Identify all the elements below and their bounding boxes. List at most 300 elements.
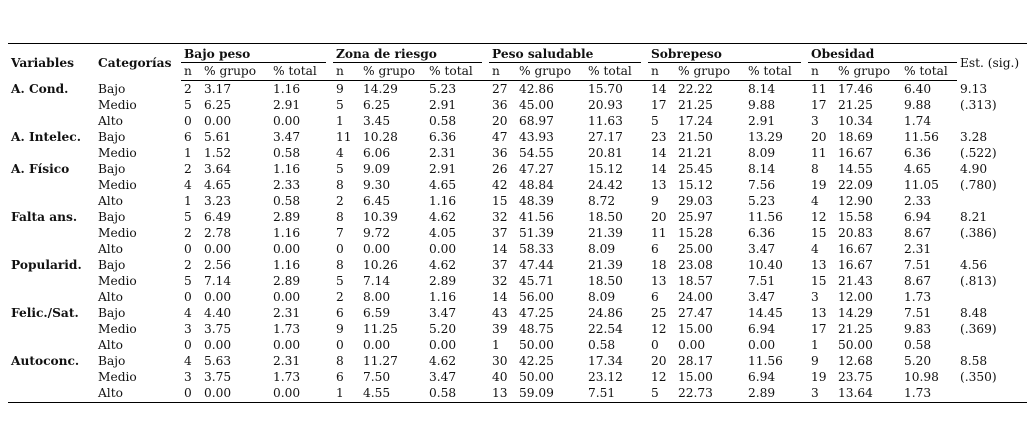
est-sig-cell: 8.58 <box>960 354 988 368</box>
value-cell-bajo-peso-pct-grupo: 0.00 <box>204 114 232 128</box>
value-cell-obesidad-n: 11 <box>811 146 827 160</box>
value-cell-obesidad-pct-total: 8.67 <box>904 226 932 240</box>
est-sig-cell <box>957 193 1027 209</box>
value-cell-obesidad-n: 4 <box>811 242 819 256</box>
value-cell-zona-de-riesgo-pct-grupo: 6.25 <box>363 98 391 112</box>
value-cell-zona-de-riesgo-n: 6 <box>336 370 344 384</box>
value-cell-obesidad-n: 17 <box>811 98 827 112</box>
value-cell-zona-de-riesgo-n: 8 <box>336 354 344 368</box>
table-row <box>8 273 1027 289</box>
value-cell-sobrepeso-n: 25 <box>651 306 667 320</box>
value-cell-bajo-peso-pct-total: 2.91 <box>273 98 301 112</box>
value-cell-peso-saludable-pct-total: 27.17 <box>588 130 623 144</box>
value-cell-obesidad-n: 1 <box>811 338 819 352</box>
value-cell-zona-de-riesgo-n: 5 <box>336 98 344 112</box>
variable-cell: Popularid. <box>11 258 82 272</box>
value-cell-zona-de-riesgo-pct-grupo: 10.39 <box>363 210 398 224</box>
value-cell-sobrepeso-n: 13 <box>651 274 667 288</box>
value-cell-sobrepeso-pct-grupo: 0.00 <box>678 338 706 352</box>
value-cell-bajo-peso-pct-grupo: 3.75 <box>204 370 232 384</box>
value-cell-peso-saludable-n: 32 <box>492 210 508 224</box>
variable-cell <box>8 177 95 193</box>
value-cell-zona-de-riesgo-pct-grupo: 0.00 <box>363 338 391 352</box>
value-cell-sobrepeso-pct-grupo: 25.00 <box>678 242 713 256</box>
variable-cell <box>8 385 95 403</box>
table-row <box>8 113 1027 129</box>
table-row <box>8 353 1027 369</box>
value-cell-bajo-peso-n: 0 <box>184 114 192 128</box>
value-cell-bajo-peso-n: 5 <box>184 210 192 224</box>
value-cell-obesidad-n: 9 <box>811 354 819 368</box>
value-cell-zona-de-riesgo-pct-total: 2.31 <box>429 146 457 160</box>
value-cell-obesidad-pct-total: 11.56 <box>904 130 939 144</box>
value-cell-obesidad-pct-total: 1.74 <box>904 114 932 128</box>
value-cell-sobrepeso-n: 14 <box>651 146 667 160</box>
value-cell-sobrepeso-pct-total: 8.14 <box>748 162 776 176</box>
value-cell-obesidad-pct-grupo: 18.69 <box>838 130 873 144</box>
value-cell-obesidad-pct-total: 9.83 <box>904 322 932 336</box>
value-cell-peso-saludable-pct-total: 18.50 <box>588 210 623 224</box>
category-cell: Alto <box>98 114 123 128</box>
value-cell-bajo-peso-pct-grupo: 0.00 <box>204 242 232 256</box>
value-cell-zona-de-riesgo-pct-total: 3.47 <box>429 370 457 384</box>
value-cell-peso-saludable-pct-grupo: 41.56 <box>519 210 554 224</box>
value-cell-zona-de-riesgo-pct-grupo: 9.72 <box>363 226 391 240</box>
value-cell-peso-saludable-pct-grupo: 48.75 <box>519 322 554 336</box>
value-cell-zona-de-riesgo-pct-total: 1.16 <box>429 290 457 304</box>
value-cell-bajo-peso-n: 1 <box>184 146 192 160</box>
table-row <box>8 97 1027 113</box>
category-cell: Alto <box>95 385 181 403</box>
category-cell: Bajo <box>98 162 126 176</box>
value-cell-peso-saludable-pct-total: 11.63 <box>588 114 623 128</box>
category-cell: Medio <box>98 226 137 240</box>
variable-cell <box>8 97 95 113</box>
value-cell-bajo-peso-pct-grupo: 6.49 <box>204 210 232 224</box>
variable-cell <box>8 241 95 257</box>
est-sig-cell <box>957 241 1027 257</box>
category-cell: Medio <box>98 322 137 336</box>
value-cell-zona-de-riesgo-n: 2 <box>336 290 344 304</box>
value-cell-bajo-peso-pct-total: 0.58 <box>273 146 301 160</box>
table-row <box>8 161 1027 177</box>
est-sig-cell <box>957 113 1027 129</box>
value-cell-peso-saludable-n: 37 <box>492 226 508 240</box>
value-cell-sobrepeso-pct-grupo: 29.03 <box>678 194 713 208</box>
value-cell-obesidad-pct-total: 1.73 <box>901 385 957 403</box>
value-cell-bajo-peso-pct-total: 1.16 <box>273 162 301 176</box>
value-cell-zona-de-riesgo-n: 9 <box>336 82 344 96</box>
value-cell-peso-saludable-pct-grupo: 56.00 <box>519 290 554 304</box>
value-cell-peso-saludable-pct-total: 21.39 <box>588 258 623 272</box>
value-cell-obesidad-n: 13 <box>811 258 827 272</box>
value-cell-sobrepeso-pct-grupo: 22.73 <box>675 385 745 403</box>
value-cell-sobrepeso-pct-total: 13.29 <box>748 130 783 144</box>
value-cell-peso-saludable-n: 30 <box>492 354 508 368</box>
value-cell-zona-de-riesgo-n: 4 <box>336 146 344 160</box>
value-cell-bajo-peso-pct-grupo: 4.65 <box>204 178 232 192</box>
value-cell-peso-saludable-pct-total: 8.09 <box>588 290 616 304</box>
value-cell-peso-saludable-pct-total: 20.93 <box>588 98 623 112</box>
value-cell-sobrepeso-pct-grupo: 21.50 <box>678 130 713 144</box>
value-cell-peso-saludable-n: 20 <box>492 114 508 128</box>
value-cell-zona-de-riesgo-pct-grupo: 10.26 <box>363 258 398 272</box>
category-cell: Medio <box>98 98 137 112</box>
value-cell-sobrepeso-pct-grupo: 15.00 <box>678 370 713 384</box>
value-cell-peso-saludable-n: 37 <box>492 258 508 272</box>
value-cell-bajo-peso-pct-grupo: 5.63 <box>204 354 232 368</box>
subheader-bajo-peso-pct-total: % total <box>270 63 326 81</box>
value-cell-sobrepeso-pct-total: 11.56 <box>748 354 783 368</box>
value-cell-peso-saludable-n: 27 <box>492 82 508 96</box>
value-cell-sobrepeso-n: 9 <box>651 194 659 208</box>
value-cell-sobrepeso-pct-total: 9.88 <box>748 98 776 112</box>
value-cell-obesidad-pct-grupo: 50.00 <box>838 338 873 352</box>
value-cell-zona-de-riesgo-pct-total: 5.20 <box>429 322 457 336</box>
est-sig-cell: (.369) <box>960 322 997 336</box>
variable-cell <box>8 369 95 385</box>
category-cell: Alto <box>98 290 123 304</box>
value-cell-peso-saludable-pct-grupo: 48.39 <box>519 194 554 208</box>
value-cell-peso-saludable-n: 13 <box>489 385 516 403</box>
table-row <box>8 129 1027 145</box>
est-sig-cell: (.386) <box>960 226 997 240</box>
value-cell-bajo-peso-pct-total: 2.89 <box>273 274 301 288</box>
category-cell: Bajo <box>98 306 126 320</box>
est-sig-cell: (.313) <box>960 98 997 112</box>
value-cell-sobrepeso-n: 17 <box>651 98 667 112</box>
value-cell-bajo-peso-n: 2 <box>184 162 192 176</box>
value-cell-bajo-peso-pct-total: 2.33 <box>273 178 301 192</box>
value-cell-zona-de-riesgo-n: 2 <box>336 194 344 208</box>
value-cell-sobrepeso-pct-total: 10.40 <box>748 258 783 272</box>
value-cell-sobrepeso-pct-grupo: 27.47 <box>678 306 713 320</box>
value-cell-sobrepeso-pct-total: 5.23 <box>748 194 776 208</box>
value-cell-obesidad-n: 8 <box>811 162 819 176</box>
value-cell-sobrepeso-pct-grupo: 21.21 <box>678 146 713 160</box>
value-cell-peso-saludable-n: 32 <box>492 274 508 288</box>
table-row <box>8 289 1027 305</box>
value-cell-obesidad-pct-grupo: 22.09 <box>838 178 873 192</box>
value-cell-peso-saludable-n: 14 <box>492 290 508 304</box>
value-cell-obesidad-pct-grupo: 16.67 <box>838 242 873 256</box>
table-row <box>8 193 1027 209</box>
est-sig-cell: 3.28 <box>960 130 988 144</box>
value-cell-bajo-peso-pct-total: 0.00 <box>273 242 301 256</box>
variable-cell: Autoconc. <box>11 354 80 368</box>
value-cell-peso-saludable-n: 36 <box>492 98 508 112</box>
value-cell-bajo-peso-pct-grupo: 0.00 <box>201 385 270 403</box>
value-cell-peso-saludable-pct-total: 15.12 <box>588 162 623 176</box>
value-cell-zona-de-riesgo-pct-grupo: 7.14 <box>363 274 391 288</box>
value-cell-zona-de-riesgo-pct-grupo: 10.28 <box>363 130 398 144</box>
value-cell-obesidad-pct-grupo: 16.67 <box>838 258 873 272</box>
subheader-bajo-peso-pct-grupo: % grupo <box>201 63 270 81</box>
value-cell-zona-de-riesgo-n: 11 <box>336 130 352 144</box>
value-cell-sobrepeso-pct-grupo: 22.22 <box>678 82 713 96</box>
value-cell-obesidad-pct-total: 0.58 <box>904 338 932 352</box>
value-cell-zona-de-riesgo-n: 1 <box>333 385 360 403</box>
value-cell-bajo-peso-n: 4 <box>184 354 192 368</box>
value-cell-bajo-peso-n: 4 <box>184 178 192 192</box>
value-cell-zona-de-riesgo-pct-grupo: 9.30 <box>363 178 391 192</box>
variables-header: Variables <box>8 44 95 81</box>
variable-cell: A. Físico <box>11 162 70 176</box>
value-cell-zona-de-riesgo-n: 8 <box>336 178 344 192</box>
value-cell-sobrepeso-n: 23 <box>651 130 667 144</box>
value-cell-sobrepeso-pct-total: 7.56 <box>748 178 776 192</box>
value-cell-obesidad-n: 20 <box>811 130 827 144</box>
value-cell-sobrepeso-n: 18 <box>651 258 667 272</box>
value-cell-sobrepeso-pct-grupo: 15.12 <box>678 178 713 192</box>
value-cell-obesidad-n: 4 <box>811 194 819 208</box>
value-cell-bajo-peso-n: 1 <box>184 194 192 208</box>
value-cell-peso-saludable-pct-total: 20.81 <box>588 146 623 160</box>
category-cell: Bajo <box>98 354 126 368</box>
value-cell-zona-de-riesgo-pct-grupo: 3.45 <box>363 114 391 128</box>
value-cell-obesidad-pct-grupo: 12.68 <box>838 354 873 368</box>
value-cell-peso-saludable-pct-total: 23.12 <box>588 370 623 384</box>
value-cell-bajo-peso-n: 0 <box>184 242 192 256</box>
value-cell-peso-saludable-pct-total: 24.86 <box>588 306 623 320</box>
value-cell-peso-saludable-n: 26 <box>492 162 508 176</box>
value-cell-obesidad-pct-grupo: 23.75 <box>838 370 873 384</box>
value-cell-zona-de-riesgo-pct-grupo: 14.29 <box>363 82 398 96</box>
variable-cell <box>8 225 95 241</box>
value-cell-bajo-peso-pct-total: 1.73 <box>273 370 301 384</box>
value-cell-obesidad-n: 11 <box>811 82 827 96</box>
value-cell-bajo-peso-pct-grupo: 5.61 <box>204 130 232 144</box>
subheader-obesidad-pct-total: % total <box>901 63 957 81</box>
value-cell-peso-saludable-pct-grupo: 45.00 <box>519 98 554 112</box>
table-row <box>8 257 1027 273</box>
value-cell-bajo-peso-pct-total: 0.58 <box>273 194 301 208</box>
table-row <box>8 305 1027 321</box>
subheader-zona-de-riesgo-pct-total: % total <box>426 63 482 81</box>
value-cell-sobrepeso-pct-grupo: 25.45 <box>678 162 713 176</box>
value-cell-obesidad-pct-grupo: 14.29 <box>838 306 873 320</box>
value-cell-sobrepeso-pct-grupo: 15.00 <box>678 322 713 336</box>
value-cell-bajo-peso-pct-total: 2.31 <box>273 354 301 368</box>
value-cell-sobrepeso-pct-total: 2.91 <box>748 114 776 128</box>
value-cell-zona-de-riesgo-pct-grupo: 4.55 <box>360 385 426 403</box>
value-cell-zona-de-riesgo-n: 7 <box>336 226 344 240</box>
value-cell-obesidad-n: 15 <box>811 274 827 288</box>
value-cell-zona-de-riesgo-pct-total: 2.91 <box>429 98 457 112</box>
group-header-sobrepeso: Sobrepeso <box>648 44 801 63</box>
value-cell-sobrepeso-pct-grupo: 25.97 <box>678 210 713 224</box>
value-cell-sobrepeso-n: 6 <box>651 290 659 304</box>
value-cell-sobrepeso-pct-total: 8.09 <box>748 146 776 160</box>
value-cell-obesidad-pct-total: 6.40 <box>904 82 932 96</box>
value-cell-bajo-peso-pct-total: 3.47 <box>273 130 301 144</box>
value-cell-obesidad-pct-total: 1.73 <box>904 290 932 304</box>
category-cell: Medio <box>98 370 137 384</box>
value-cell-zona-de-riesgo-pct-grupo: 6.06 <box>363 146 391 160</box>
value-cell-peso-saludable-n: 14 <box>492 242 508 256</box>
value-cell-zona-de-riesgo-n: 8 <box>336 258 344 272</box>
value-cell-bajo-peso-n: 0 <box>181 385 201 403</box>
value-cell-bajo-peso-n: 2 <box>184 226 192 240</box>
variable-cell <box>8 145 95 161</box>
value-cell-bajo-peso-pct-grupo: 0.00 <box>204 338 232 352</box>
value-cell-sobrepeso-pct-total: 6.36 <box>748 226 776 240</box>
value-cell-bajo-peso-pct-grupo: 7.14 <box>204 274 232 288</box>
value-cell-sobrepeso-n: 0 <box>651 338 659 352</box>
value-cell-obesidad-n: 19 <box>811 370 827 384</box>
table-row <box>8 209 1027 225</box>
group-header-obesidad: Obesidad <box>808 44 957 63</box>
variable-cell <box>8 113 95 129</box>
value-cell-obesidad-pct-total: 6.94 <box>904 210 932 224</box>
value-cell-bajo-peso-n: 6 <box>184 130 192 144</box>
value-cell-obesidad-pct-grupo: 16.67 <box>838 146 873 160</box>
value-cell-peso-saludable-pct-grupo: 47.25 <box>519 306 554 320</box>
value-cell-bajo-peso-n: 3 <box>184 322 192 336</box>
value-cell-bajo-peso-n: 3 <box>184 370 192 384</box>
variable-cell: Falta ans. <box>11 210 78 224</box>
value-cell-sobrepeso-n: 14 <box>651 82 667 96</box>
est-sig-cell: (.522) <box>960 146 997 160</box>
value-cell-obesidad-pct-total: 2.31 <box>904 242 932 256</box>
value-cell-peso-saludable-pct-grupo: 54.55 <box>519 146 554 160</box>
value-cell-obesidad-pct-grupo: 21.25 <box>838 98 873 112</box>
category-cell: Alto <box>98 194 123 208</box>
value-cell-obesidad-pct-grupo: 20.83 <box>838 226 873 240</box>
value-cell-peso-saludable-n: 36 <box>492 146 508 160</box>
value-cell-zona-de-riesgo-pct-grupo: 6.59 <box>363 306 391 320</box>
value-cell-peso-saludable-pct-total: 7.51 <box>585 385 641 403</box>
category-cell: Medio <box>98 178 137 192</box>
value-cell-bajo-peso-pct-total: 1.73 <box>273 322 301 336</box>
value-cell-peso-saludable-n: 47 <box>492 130 508 144</box>
value-cell-zona-de-riesgo-pct-total: 0.00 <box>429 242 457 256</box>
table-row <box>8 385 1027 403</box>
category-cell: Bajo <box>98 130 126 144</box>
value-cell-sobrepeso-pct-total: 6.94 <box>748 370 776 384</box>
value-cell-peso-saludable-pct-grupo: 50.00 <box>519 370 554 384</box>
value-cell-bajo-peso-pct-grupo: 4.40 <box>204 306 232 320</box>
est-sig-cell <box>957 289 1027 305</box>
est-sig-header: Est. (sig.) <box>957 44 1027 81</box>
value-cell-peso-saludable-pct-grupo: 68.97 <box>519 114 554 128</box>
value-cell-peso-saludable-pct-total: 17.34 <box>588 354 623 368</box>
value-cell-obesidad-pct-total: 7.51 <box>904 306 932 320</box>
value-cell-peso-saludable-pct-grupo: 47.27 <box>519 162 554 176</box>
value-cell-bajo-peso-pct-grupo: 3.64 <box>204 162 232 176</box>
est-sig-cell <box>957 337 1027 353</box>
value-cell-obesidad-pct-grupo: 21.43 <box>838 274 873 288</box>
value-cell-sobrepeso-pct-total: 3.47 <box>748 242 776 256</box>
value-cell-obesidad-pct-total: 8.67 <box>904 274 932 288</box>
value-cell-peso-saludable-n: 43 <box>492 306 508 320</box>
category-cell: Medio <box>98 146 137 160</box>
category-cell: Alto <box>98 242 123 256</box>
table-row <box>8 241 1027 257</box>
variable-cell <box>8 273 95 289</box>
value-cell-zona-de-riesgo-pct-grupo: 11.27 <box>363 354 398 368</box>
value-cell-obesidad-n: 3 <box>811 290 819 304</box>
variable-cell: A. Intelec. <box>11 130 81 144</box>
value-cell-obesidad-pct-total: 4.65 <box>904 162 932 176</box>
value-cell-bajo-peso-pct-total: 2.31 <box>273 306 301 320</box>
value-cell-bajo-peso-pct-total: 0.00 <box>273 290 301 304</box>
categorias-header: Categorías <box>95 44 181 81</box>
value-cell-bajo-peso-pct-total: 0.00 <box>273 338 301 352</box>
value-cell-sobrepeso-pct-total: 3.47 <box>748 290 776 304</box>
value-cell-obesidad-pct-grupo: 12.90 <box>838 194 873 208</box>
value-cell-bajo-peso-pct-grupo: 3.75 <box>204 322 232 336</box>
value-cell-peso-saludable-pct-total: 24.42 <box>588 178 623 192</box>
group-header-peso-saludable: Peso saludable <box>489 44 641 63</box>
value-cell-zona-de-riesgo-n: 8 <box>336 210 344 224</box>
value-cell-peso-saludable-pct-total: 18.50 <box>588 274 623 288</box>
value-cell-zona-de-riesgo-pct-total: 4.62 <box>429 354 457 368</box>
value-cell-sobrepeso-n: 5 <box>651 114 659 128</box>
value-cell-zona-de-riesgo-pct-total: 4.62 <box>429 258 457 272</box>
results-table <box>8 43 1027 403</box>
value-cell-obesidad-pct-grupo: 17.46 <box>838 82 873 96</box>
value-cell-bajo-peso-n: 5 <box>184 98 192 112</box>
value-cell-peso-saludable-pct-grupo: 47.44 <box>519 258 554 272</box>
est-sig-cell: 9.13 <box>960 81 988 96</box>
value-cell-zona-de-riesgo-n: 0 <box>336 242 344 256</box>
value-cell-obesidad-pct-total: 9.88 <box>904 98 932 112</box>
value-cell-zona-de-riesgo-pct-grupo: 0.00 <box>363 242 391 256</box>
value-cell-zona-de-riesgo-pct-total: 5.23 <box>429 82 457 96</box>
table-row <box>8 81 1027 98</box>
value-cell-sobrepeso-pct-grupo: 23.08 <box>678 258 713 272</box>
value-cell-zona-de-riesgo-pct-grupo: 9.09 <box>363 162 391 176</box>
value-cell-bajo-peso-pct-grupo: 2.78 <box>204 226 232 240</box>
value-cell-peso-saludable-n: 15 <box>492 194 508 208</box>
value-cell-sobrepeso-n: 12 <box>651 322 667 336</box>
value-cell-zona-de-riesgo-pct-total: 4.05 <box>429 226 457 240</box>
value-cell-peso-saludable-n: 42 <box>492 178 508 192</box>
value-cell-peso-saludable-pct-total: 15.70 <box>588 82 623 96</box>
est-sig-cell: (.813) <box>960 274 997 288</box>
value-cell-zona-de-riesgo-n: 5 <box>336 162 344 176</box>
est-sig-cell: (.780) <box>960 178 997 192</box>
est-sig-cell <box>957 385 1027 403</box>
subheader-zona-de-riesgo-pct-grupo: % grupo <box>360 63 426 81</box>
table-row <box>8 337 1027 353</box>
category-cell: Bajo <box>98 210 126 224</box>
subheader-sobrepeso-pct-total: % total <box>745 63 801 81</box>
category-cell: Medio <box>98 274 137 288</box>
value-cell-sobrepeso-n: 12 <box>651 370 667 384</box>
value-cell-sobrepeso-pct-total: 11.56 <box>748 210 783 224</box>
value-cell-zona-de-riesgo-pct-total: 0.58 <box>426 385 482 403</box>
value-cell-peso-saludable-pct-grupo: 51.39 <box>519 226 554 240</box>
value-cell-bajo-peso-pct-total: 1.16 <box>273 82 301 96</box>
value-cell-bajo-peso-n: 2 <box>184 258 192 272</box>
table-row <box>8 369 1027 385</box>
value-cell-sobrepeso-pct-grupo: 24.00 <box>678 290 713 304</box>
value-cell-sobrepeso-pct-grupo: 21.25 <box>678 98 713 112</box>
value-cell-peso-saludable-n: 40 <box>492 370 508 384</box>
value-cell-bajo-peso-pct-grupo: 2.56 <box>204 258 232 272</box>
value-cell-obesidad-n: 17 <box>811 322 827 336</box>
value-cell-zona-de-riesgo-pct-total: 0.00 <box>429 338 457 352</box>
value-cell-sobrepeso-pct-grupo: 28.17 <box>678 354 713 368</box>
value-cell-peso-saludable-pct-grupo: 58.33 <box>519 242 554 256</box>
value-cell-zona-de-riesgo-pct-total: 3.47 <box>429 306 457 320</box>
value-cell-zona-de-riesgo-n: 1 <box>336 114 344 128</box>
category-cell: Bajo <box>98 258 126 272</box>
value-cell-bajo-peso-n: 0 <box>184 338 192 352</box>
table-row <box>8 321 1027 337</box>
